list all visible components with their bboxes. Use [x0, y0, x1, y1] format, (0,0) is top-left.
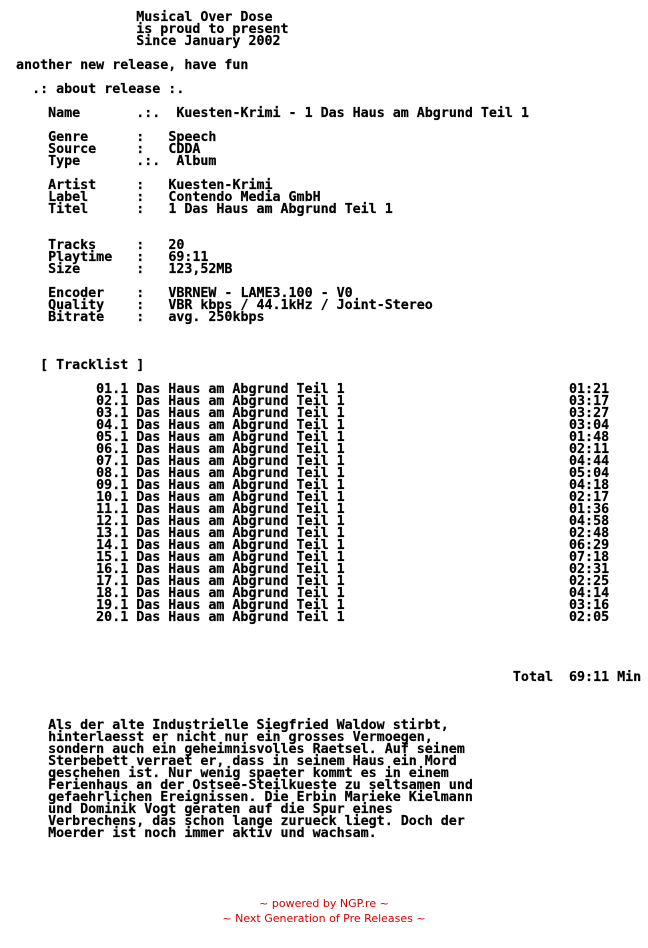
release-info-label: Size: [48, 262, 81, 277]
track-title: Das Haus am Abgrund Teil 1: [136, 538, 345, 553]
nfo-document: [0, 12, 641, 840]
track-number: 01.1: [96, 382, 129, 397]
release-info-separator: :: [136, 190, 145, 205]
release-info-separator: .:.: [136, 154, 161, 169]
release-info-separator: :: [136, 310, 145, 325]
track-number: 03.1: [96, 406, 129, 421]
about-title-line: [0, 84, 641, 96]
track-title: Das Haus am Abgrund Teil 1: [136, 394, 345, 409]
track-row: [0, 612, 641, 624]
track-number: 08.1: [96, 466, 129, 481]
release-info-label: Encoder: [48, 286, 105, 301]
track-number: 16.1: [96, 562, 129, 577]
track-title: Das Haus am Abgrund Teil 1: [136, 574, 345, 589]
release-info-value: Kuesten-Krimi: [168, 178, 273, 193]
tagline-line: [0, 60, 641, 72]
track-duration: 02:05: [569, 610, 610, 625]
track-duration: 04:58: [569, 514, 610, 529]
track-title: Das Haus am Abgrund Teil 1: [136, 382, 345, 397]
track-number: 14.1: [96, 538, 129, 553]
release-info-row: [0, 108, 641, 120]
release-info-value: Kuesten-Krimi - 1 Das Haus am Abgrund Teil 1: [176, 106, 529, 121]
description-text: Sterbebett verraet er, dass in seinem Haus ein Mord: [48, 754, 457, 769]
track-title: Das Haus am Abgrund Teil 1: [136, 430, 345, 445]
release-info-label: Tracks: [48, 238, 97, 253]
track-title: Das Haus am Abgrund Teil 1: [136, 466, 345, 481]
track-title: Das Haus am Abgrund Teil 1: [136, 514, 345, 529]
release-info-value: 20: [168, 238, 185, 253]
description-text: Ferienhaus an der Ostsee-Steilkueste zu seltsamen und: [48, 778, 473, 793]
description-text: Moerder ist noch immer aktiv und wachsam.: [48, 826, 377, 841]
footer: [0, 896, 648, 926]
release-info-label: Source: [48, 142, 97, 157]
track-duration: 04:44: [569, 454, 610, 469]
release-info-value: avg. 250kbps: [168, 310, 265, 325]
release-info-label: Type: [48, 154, 81, 169]
description-text: Verbrechens, das schon lange zurueck liegt. Doch der: [48, 814, 465, 829]
description-text: gefaehrlichen Ereignissen. Die Erbin Marieke Kielmann: [48, 790, 473, 805]
footer-powered-by: ~ powered by NGP.re ~: [259, 897, 389, 910]
track-duration: 01:21: [569, 382, 610, 397]
release-info-separator: :: [136, 142, 145, 157]
track-number: 04.1: [96, 418, 129, 433]
release-info-row: [0, 264, 641, 276]
tracklist: [0, 384, 641, 624]
release-info-separator: .:.: [136, 106, 161, 121]
track-duration: 02:17: [569, 490, 610, 505]
track-number: 07.1: [96, 454, 129, 469]
release-info-value: VBR kbps / 44.1kHz / Joint-Stereo: [168, 298, 433, 313]
track-number: 13.1: [96, 526, 129, 541]
release-info-value: Album: [176, 154, 217, 169]
header-present-text: is proud to present: [136, 22, 289, 37]
release-info-label: Artist: [48, 178, 97, 193]
description-line: [0, 828, 641, 840]
description-text: und Dominik Vogt geraten auf die Spur eines: [48, 802, 393, 817]
release-info-label: Genre: [48, 130, 89, 145]
total-label: Total: [512, 670, 553, 685]
footer-tagline: ~ Next Generation of Pre Releases ~: [222, 912, 426, 925]
release-info-separator: :: [136, 298, 145, 313]
release-info-value: 69:11: [168, 250, 209, 265]
track-number: 15.1: [96, 550, 129, 565]
track-duration: 06:29: [569, 538, 610, 553]
track-number: 17.1: [96, 574, 129, 589]
release-info-separator: :: [136, 130, 145, 145]
track-title: Das Haus am Abgrund Teil 1: [136, 502, 345, 517]
track-number: 02.1: [96, 394, 129, 409]
release-info-separator: :: [136, 262, 145, 277]
description-text: sondern auch ein geheimnisvolles Raetsel. Auf seinem: [48, 742, 465, 757]
track-number: 20.1: [96, 610, 129, 625]
release-info-value: Contendo Media GmbH: [168, 190, 321, 205]
track-title: Das Haus am Abgrund Teil 1: [136, 610, 345, 625]
release-info-label: Bitrate: [48, 310, 105, 325]
release-info-row: [0, 204, 641, 216]
tracklist-title: [ Tracklist ]: [40, 358, 145, 373]
track-duration: 03:27: [569, 406, 610, 421]
description-text: geschehen ist. Nur wenig spaeter kommt es in einem: [48, 766, 449, 781]
header-group-name: Musical Over Dose: [136, 10, 273, 25]
release-info-value: VBRNEW - LAME3.100 - V0: [168, 286, 353, 301]
release-info-label: Playtime: [48, 250, 113, 265]
tracklist-title-line: [0, 360, 641, 372]
release-info-value: Speech: [168, 130, 217, 145]
track-duration: 05:04: [569, 466, 610, 481]
track-duration: 02:48: [569, 526, 610, 541]
header-since-text: Since January 2002: [136, 34, 281, 49]
track-title: Das Haus am Abgrund Teil 1: [136, 442, 345, 457]
total-line: [0, 672, 641, 684]
release-info-label: Label: [48, 190, 89, 205]
track-title: Das Haus am Abgrund Teil 1: [136, 586, 345, 601]
track-duration: 03:04: [569, 418, 610, 433]
release-info-separator: :: [136, 286, 145, 301]
release-info-separator: :: [136, 238, 145, 253]
header-line-3: [0, 36, 641, 48]
release-info-value: CDDA: [168, 142, 201, 157]
release-info-label: Quality: [48, 298, 105, 313]
track-duration: 02:31: [569, 562, 610, 577]
release-info-separator: :: [136, 178, 145, 193]
release-info-value: 1 Das Haus am Abgrund Teil 1: [168, 202, 393, 217]
track-number: 10.1: [96, 490, 129, 505]
release-info-row: [0, 312, 641, 324]
track-title: Das Haus am Abgrund Teil 1: [136, 550, 345, 565]
release-info-separator: :: [136, 250, 145, 265]
track-number: 18.1: [96, 586, 129, 601]
tagline: another new release, have fun: [16, 58, 249, 73]
track-duration: 01:48: [569, 430, 610, 445]
track-title: Das Haus am Abgrund Teil 1: [136, 454, 345, 469]
release-info-label: Name: [48, 106, 81, 121]
track-title: Das Haus am Abgrund Teil 1: [136, 406, 345, 421]
track-number: 11.1: [96, 502, 129, 517]
track-number: 05.1: [96, 430, 129, 445]
track-duration: 04:18: [569, 478, 610, 493]
description-text: hinterlaesst er nicht nur ein grosses Vermoegen,: [48, 730, 433, 745]
track-duration: 03:17: [569, 394, 610, 409]
track-title: Das Haus am Abgrund Teil 1: [136, 526, 345, 541]
description-text: Als der alte Industrielle Siegfried Waldow stirbt,: [48, 718, 449, 733]
track-title: Das Haus am Abgrund Teil 1: [136, 598, 345, 613]
track-number: 06.1: [96, 442, 129, 457]
track-title: Das Haus am Abgrund Teil 1: [136, 478, 345, 493]
track-duration: 02:25: [569, 574, 610, 589]
track-number: 19.1: [96, 598, 129, 613]
track-title: Das Haus am Abgrund Teil 1: [136, 562, 345, 577]
release-info-separator: :: [136, 202, 145, 217]
about-release-title: .: about release :.: [32, 82, 185, 97]
track-duration: 07:18: [569, 550, 610, 565]
track-title: Das Haus am Abgrund Teil 1: [136, 490, 345, 505]
total-playtime: 69:11 Min: [569, 670, 642, 685]
description-block: [0, 720, 641, 840]
release-info-row: [0, 156, 641, 168]
track-duration: 04:14: [569, 586, 610, 601]
track-number: 12.1: [96, 514, 129, 529]
track-duration: 02:11: [569, 442, 610, 457]
track-duration: 01:36: [569, 502, 610, 517]
track-title: Das Haus am Abgrund Teil 1: [136, 418, 345, 433]
track-duration: 03:16: [569, 598, 610, 613]
release-info-label: Titel: [48, 202, 89, 217]
release-info-value: 123,52MB: [168, 262, 233, 277]
track-number: 09.1: [96, 478, 129, 493]
